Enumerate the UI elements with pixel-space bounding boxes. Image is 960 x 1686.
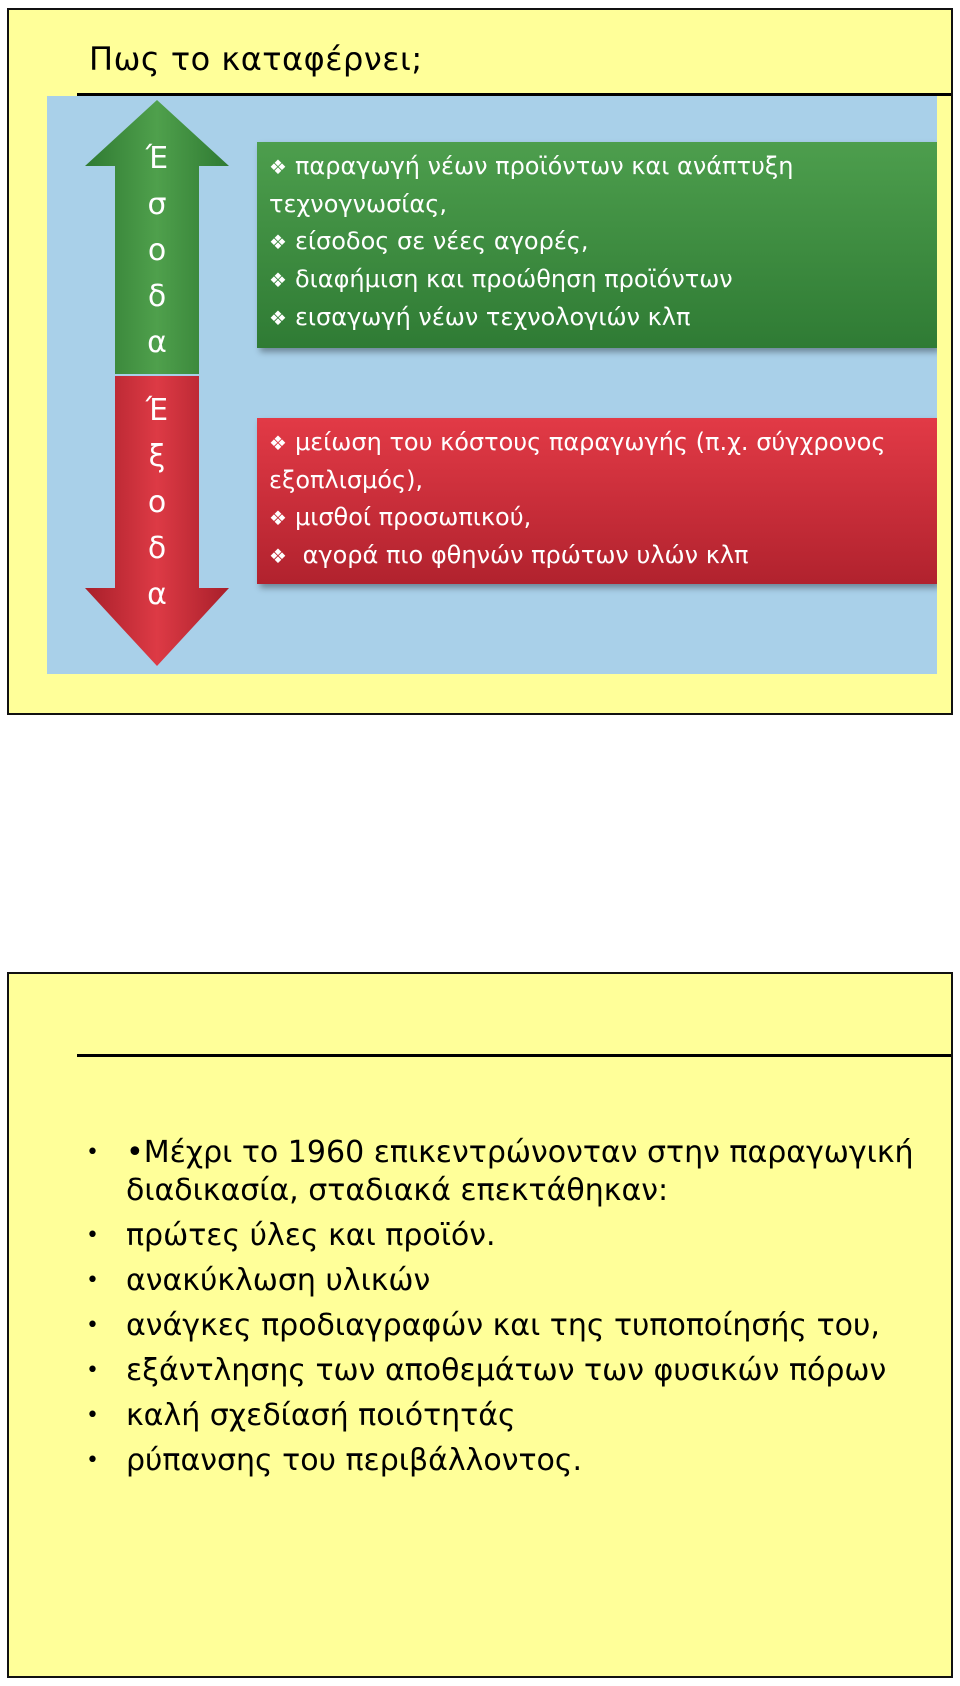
bullet-text: καλή σχεδίασή ποιότητάς (126, 1398, 516, 1433)
slide-title: Πως το καταφέρνει; (89, 40, 423, 78)
bullet-icon: • (86, 1358, 99, 1383)
bullet-item (81, 1442, 951, 1480)
box-line-text: μείωση του κόστους παραγωγής (π.χ. σύγχρονος (294, 428, 886, 456)
box-line-text: διαφήμιση και προώθηση προϊόντων (294, 265, 733, 293)
slide-1 (7, 8, 953, 715)
arrow-letter: ξ (148, 439, 166, 474)
bullet-text: ανάγκες προδιαγραφών και της τυποποίησής του, (126, 1308, 880, 1343)
bullet-text: εξάντλησης των αποθεμάτων των φυσικών πόρων (126, 1353, 887, 1388)
box-line (269, 424, 923, 462)
bullet-icon: • (86, 1403, 99, 1428)
arrow-letter: ο (147, 233, 167, 268)
arrow-letter: Έ (145, 141, 169, 176)
box-line-text: εισαγωγή νέων τεχνολογιών κλπ (294, 303, 691, 331)
box-line-text: τεχνογνωσίας, (269, 190, 447, 218)
bullet-icon: • (86, 1223, 99, 1248)
arrow-letter: ο (147, 485, 167, 520)
diamond-bullet-icon: ❖ (269, 306, 287, 330)
diamond-bullet-icon: ❖ (269, 544, 287, 568)
box-line (269, 462, 923, 499)
box-line-text: αγορά πιο φθηνών πρώτων υλών κλπ (294, 541, 749, 569)
bullet-item (81, 1307, 951, 1345)
income-measures-box (257, 142, 937, 348)
diamond-bullet-icon: ❖ (269, 506, 287, 530)
bullet-item (81, 1134, 951, 1210)
cost-reduction-box (257, 418, 937, 584)
title-divider (77, 1054, 951, 1057)
bullet-icon: • (86, 1448, 99, 1473)
income-arrow-label (85, 136, 229, 366)
bullet-item (81, 1397, 951, 1435)
arrow-letter: σ (147, 187, 167, 222)
diamond-bullet-icon: ❖ (269, 431, 287, 455)
diamond-bullet-icon: ❖ (269, 230, 287, 254)
arrow-letter: δ (147, 531, 167, 566)
box-line (269, 537, 923, 575)
bullet-item (81, 1262, 951, 1300)
income-expense-diagram (47, 96, 937, 674)
box-line-text: μισθοί προσωπικού, (294, 503, 532, 531)
expense-arrow-label (85, 388, 229, 618)
box-line (269, 499, 923, 537)
bullet-icon: • (86, 1268, 99, 1293)
box-line (269, 186, 923, 223)
diamond-bullet-icon: ❖ (269, 268, 287, 292)
bullet-item (81, 1352, 951, 1390)
arrow-letter: δ (147, 279, 167, 314)
arrow-letter: Έ (145, 393, 169, 428)
box-line (269, 261, 923, 299)
box-line (269, 148, 923, 186)
diamond-bullet-icon: ❖ (269, 155, 287, 179)
box-line-text: παραγωγή νέων προϊόντων και ανάπτυξη (294, 152, 794, 180)
bullet-text: ρύπανσης του περιβάλλοντος. (126, 1443, 583, 1478)
bullet-text: πρώτες ύλες και προϊόν. (126, 1218, 496, 1253)
bullet-item (81, 1217, 951, 1255)
box-line-text: εξοπλισμός), (269, 466, 424, 494)
box-line (269, 223, 923, 261)
bullet-text: ανακύκλωση υλικών (126, 1263, 431, 1298)
bullet-list (81, 1134, 951, 1487)
box-line (269, 299, 923, 337)
bullet-icon: • (86, 1313, 99, 1338)
arrow-letter: α (147, 325, 167, 360)
bullet-icon: • (86, 1140, 99, 1165)
slide-2 (7, 972, 953, 1678)
bullet-text: •Μέχρι το 1960 επικεντρώνονταν στην παραγωγική διαδικασία, σταδιακά επεκτάθηκαν: (126, 1135, 914, 1208)
arrow-letter: α (147, 577, 167, 612)
box-line-text: είσοδος σε νέες αγορές, (294, 227, 589, 255)
